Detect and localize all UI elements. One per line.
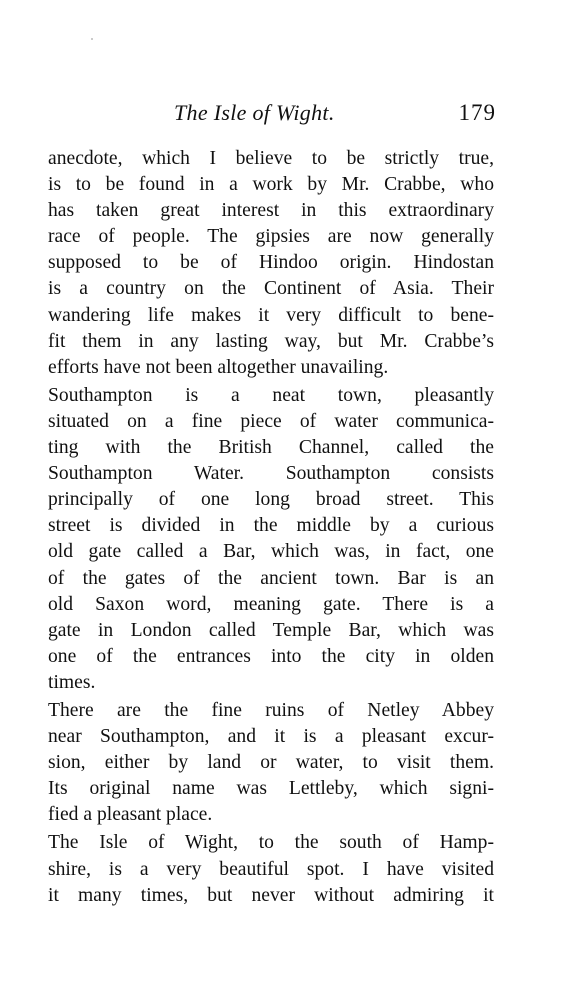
- text-line: supposed to be of Hindoo origin. Hindostan: [48, 252, 494, 274]
- text-line: shire, is a very beautiful spot. I have visited: [48, 858, 494, 880]
- text-line: old gate called a Bar, which was, in fact, one: [48, 541, 494, 563]
- text-line: times.: [48, 671, 96, 693]
- text-line: fit them in any lasting way, but Mr. Crabbe’s: [48, 330, 494, 352]
- text-line: street is divided in the middle by a curious: [48, 515, 494, 537]
- text-line: efforts have not been altogether unavailing.: [48, 356, 389, 378]
- text-line: gate in London called Temple Bar, which was: [48, 619, 494, 641]
- text-line: near Southampton, and it is a pleasant excur-: [48, 726, 494, 748]
- text-line: fied a pleasant place.: [48, 804, 213, 826]
- paragraph-1: [48, 146, 494, 381]
- text-line: There are the fine ruins of Netley Abbey: [48, 699, 494, 721]
- text-line: sion, either by land or water, to visit them.: [48, 752, 494, 774]
- text-line: wandering life makes it very difficult to bene-: [48, 304, 494, 326]
- text-line: race of people. The gipsies are now generally: [48, 226, 494, 248]
- page-number: 179: [458, 100, 496, 125]
- body-text: [48, 146, 494, 909]
- text-line: anecdote, which I believe to be strictly true,: [48, 148, 494, 169]
- text-line: The Isle of Wight, to the south of Hamp-: [48, 832, 494, 854]
- text-line: one of the entrances into the city in olden: [48, 645, 494, 667]
- text-line: principally of one long broad street. This: [48, 489, 494, 511]
- page-header: [44, 98, 496, 130]
- text-line: is to be found in a work by Mr. Crabbe, who: [48, 174, 494, 196]
- paragraph-3: [48, 698, 494, 828]
- text-line: Southampton is a neat town, pleasantly: [48, 384, 494, 406]
- text-line: Its original name was Lettleby, which signi-: [48, 778, 494, 800]
- text-line: Southampton Water. Southampton consists: [48, 463, 494, 485]
- text-line: it many times, but never without admiring it: [48, 884, 494, 906]
- text-line: ting with the British Channel, called the: [48, 437, 494, 459]
- running-title: The Isle of Wight.: [174, 100, 335, 125]
- paper-speck: [91, 38, 93, 40]
- paragraph-4: [48, 830, 494, 908]
- text-line: old Saxon word, meaning gate. There is a: [48, 593, 494, 615]
- text-line: situated on a fine piece of water communica-: [48, 410, 494, 432]
- text-line: has taken great interest in this extraordinary: [48, 200, 494, 222]
- paragraph-2: [48, 383, 494, 696]
- text-line: is a country on the Continent of Asia. Their: [48, 278, 494, 300]
- text-line: of the gates of the ancient town. Bar is an: [48, 567, 494, 589]
